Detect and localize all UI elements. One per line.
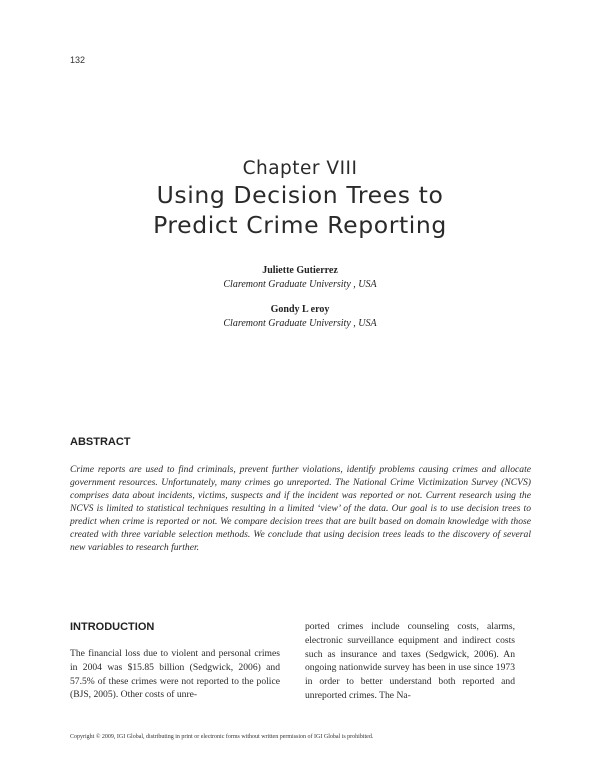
author-block xyxy=(0,303,600,331)
abstract-heading: ABSTRACT xyxy=(70,436,131,448)
chapter-title xyxy=(0,180,600,240)
introduction-heading: INTRODUCTION xyxy=(70,621,155,633)
author-block xyxy=(0,264,600,292)
copyright-footer: Copyright © 2009, IGI Global, distributing in print or electronic forms without written permission of IGI Global is prohibited. xyxy=(70,734,374,740)
introduction-right-column: ported crimes include counseling costs, alarms, electronic surveillance equipment and indirect costs such as insurance and taxes (Sedgwick, 2006). An ongoing nationwide survey has been in use since 1973 in order to better understand both reported and unreported crimes. The Na- xyxy=(305,621,515,701)
introduction-left-column: The financial loss due to violent and personal crimes in 2004 was $15.85 billion (Sedgwick, 2006) and 57.5% of these crimes were not reported to the police (BJS, 2005). Other costs of unre- xyxy=(70,648,280,701)
page-number: 132 xyxy=(70,55,86,65)
author-affiliation: Claremont Graduate University , USA xyxy=(223,279,377,290)
chapter-label: Chapter VIII xyxy=(242,158,358,179)
chapter-title-line-2: Predict Crime Reporting xyxy=(153,211,447,239)
author-affiliation: Claremont Graduate University , USA xyxy=(223,318,377,329)
abstract-text: Crime reports are used to find criminals, prevent further violations, identify problems causing crimes and allocate government resources. Unfortunately, many crimes go unreported. The National Crime Victimization Survey (NCVS) comprises data about incidents, victims, suspects and if the incident was reported or not. Current research using the NCVS is limited to statistical techniques resulting in a limited ‘view’ of the data. Our goal is to use decision trees to predict when crime is reported or not. We compare decision trees that are built based on domain knowledge with those created with three variable selection methods. We conclude that using decision trees leads to the discovery of several new variables to research further. xyxy=(70,464,531,553)
author-name: Gondy L eroy xyxy=(270,304,330,315)
author-name: Juliette Gutierrez xyxy=(262,265,338,276)
chapter-title-line-1: Using Decision Trees to xyxy=(156,181,444,209)
